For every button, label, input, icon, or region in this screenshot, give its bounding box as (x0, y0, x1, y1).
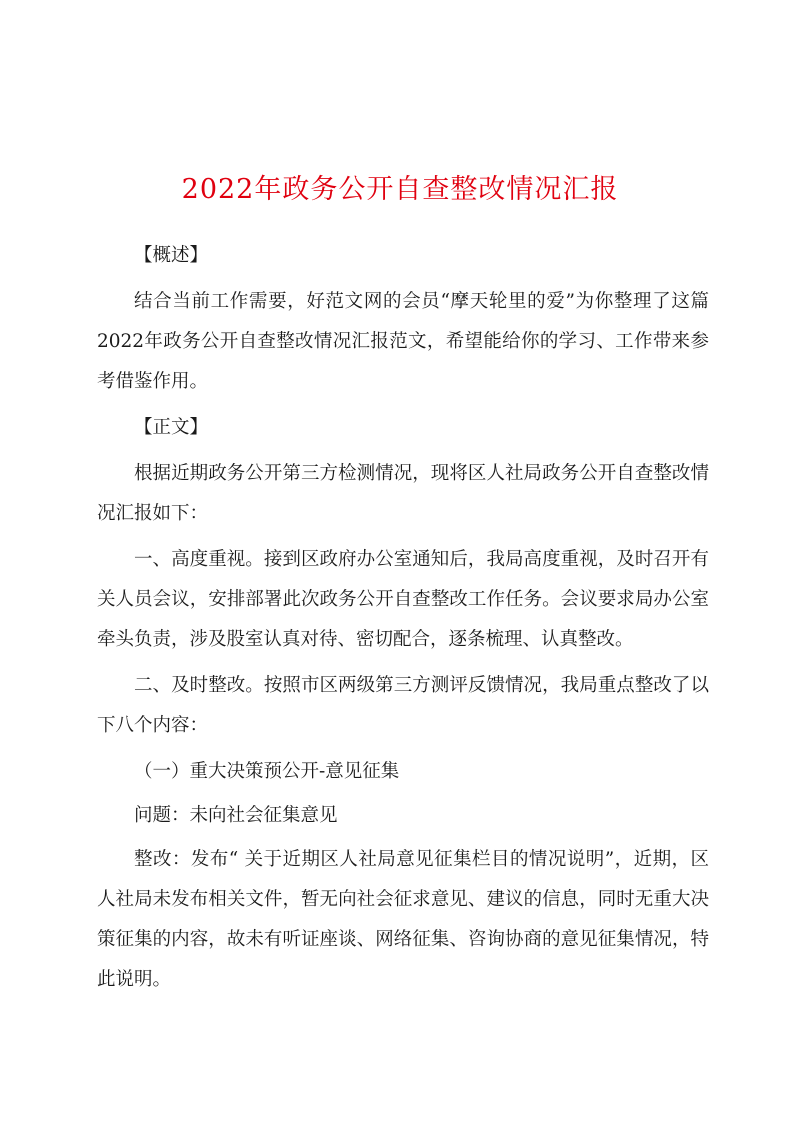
paragraph-problem: 问题：未向社会征集意见 (134, 805, 338, 826)
paragraph-point-two: 二、及时整改。按照市区两级第三方测评反馈情况，我局重点整改了以下八个内容： (97, 675, 709, 736)
document-body (97, 236, 709, 1006)
paragraph-report-intro: 根据近期政务公开第三方检测情况，现将区人社局政务公开自查整改情况汇报如下： (97, 463, 709, 524)
paragraph-point-one: 一、高度重视。接到区政府办公室通知后，我局高度重视，及时召开有关人员会议，安排部署此次政务公开自查整改工作任务。会议要求局办公室牵头负责，涉及股室认真对待、密切配合，逐条梳理、认真整改。 (97, 549, 709, 650)
paragraph-intro: 结合当前工作需要，好范文网的会员“摩天轮里的爱”为你整理了这篇2022年政务公开自查整改情况汇报范文，希望能给你的学习、工作带来参考借鉴作用。 (97, 291, 709, 392)
document-title: 2022年政务公开自查整改情况汇报 (181, 174, 619, 205)
paragraph-rectification: 整改：发布“ 关于近期区人社局意见征集栏目的情况说明”，近期，区人社局未发布相关文件，暂无向社会征求意见、建议的信息，同时无重大决策征集的内容，故未有听证座谈、网络征集、咨询协商的意见征集情况，特此说明。 (97, 849, 709, 990)
section-heading-overview: 【概述】 (134, 245, 209, 266)
section-heading-body: 【正文】 (134, 417, 209, 438)
subheading-item-one: （一）重大决策预公开-意见征集 (134, 761, 400, 782)
